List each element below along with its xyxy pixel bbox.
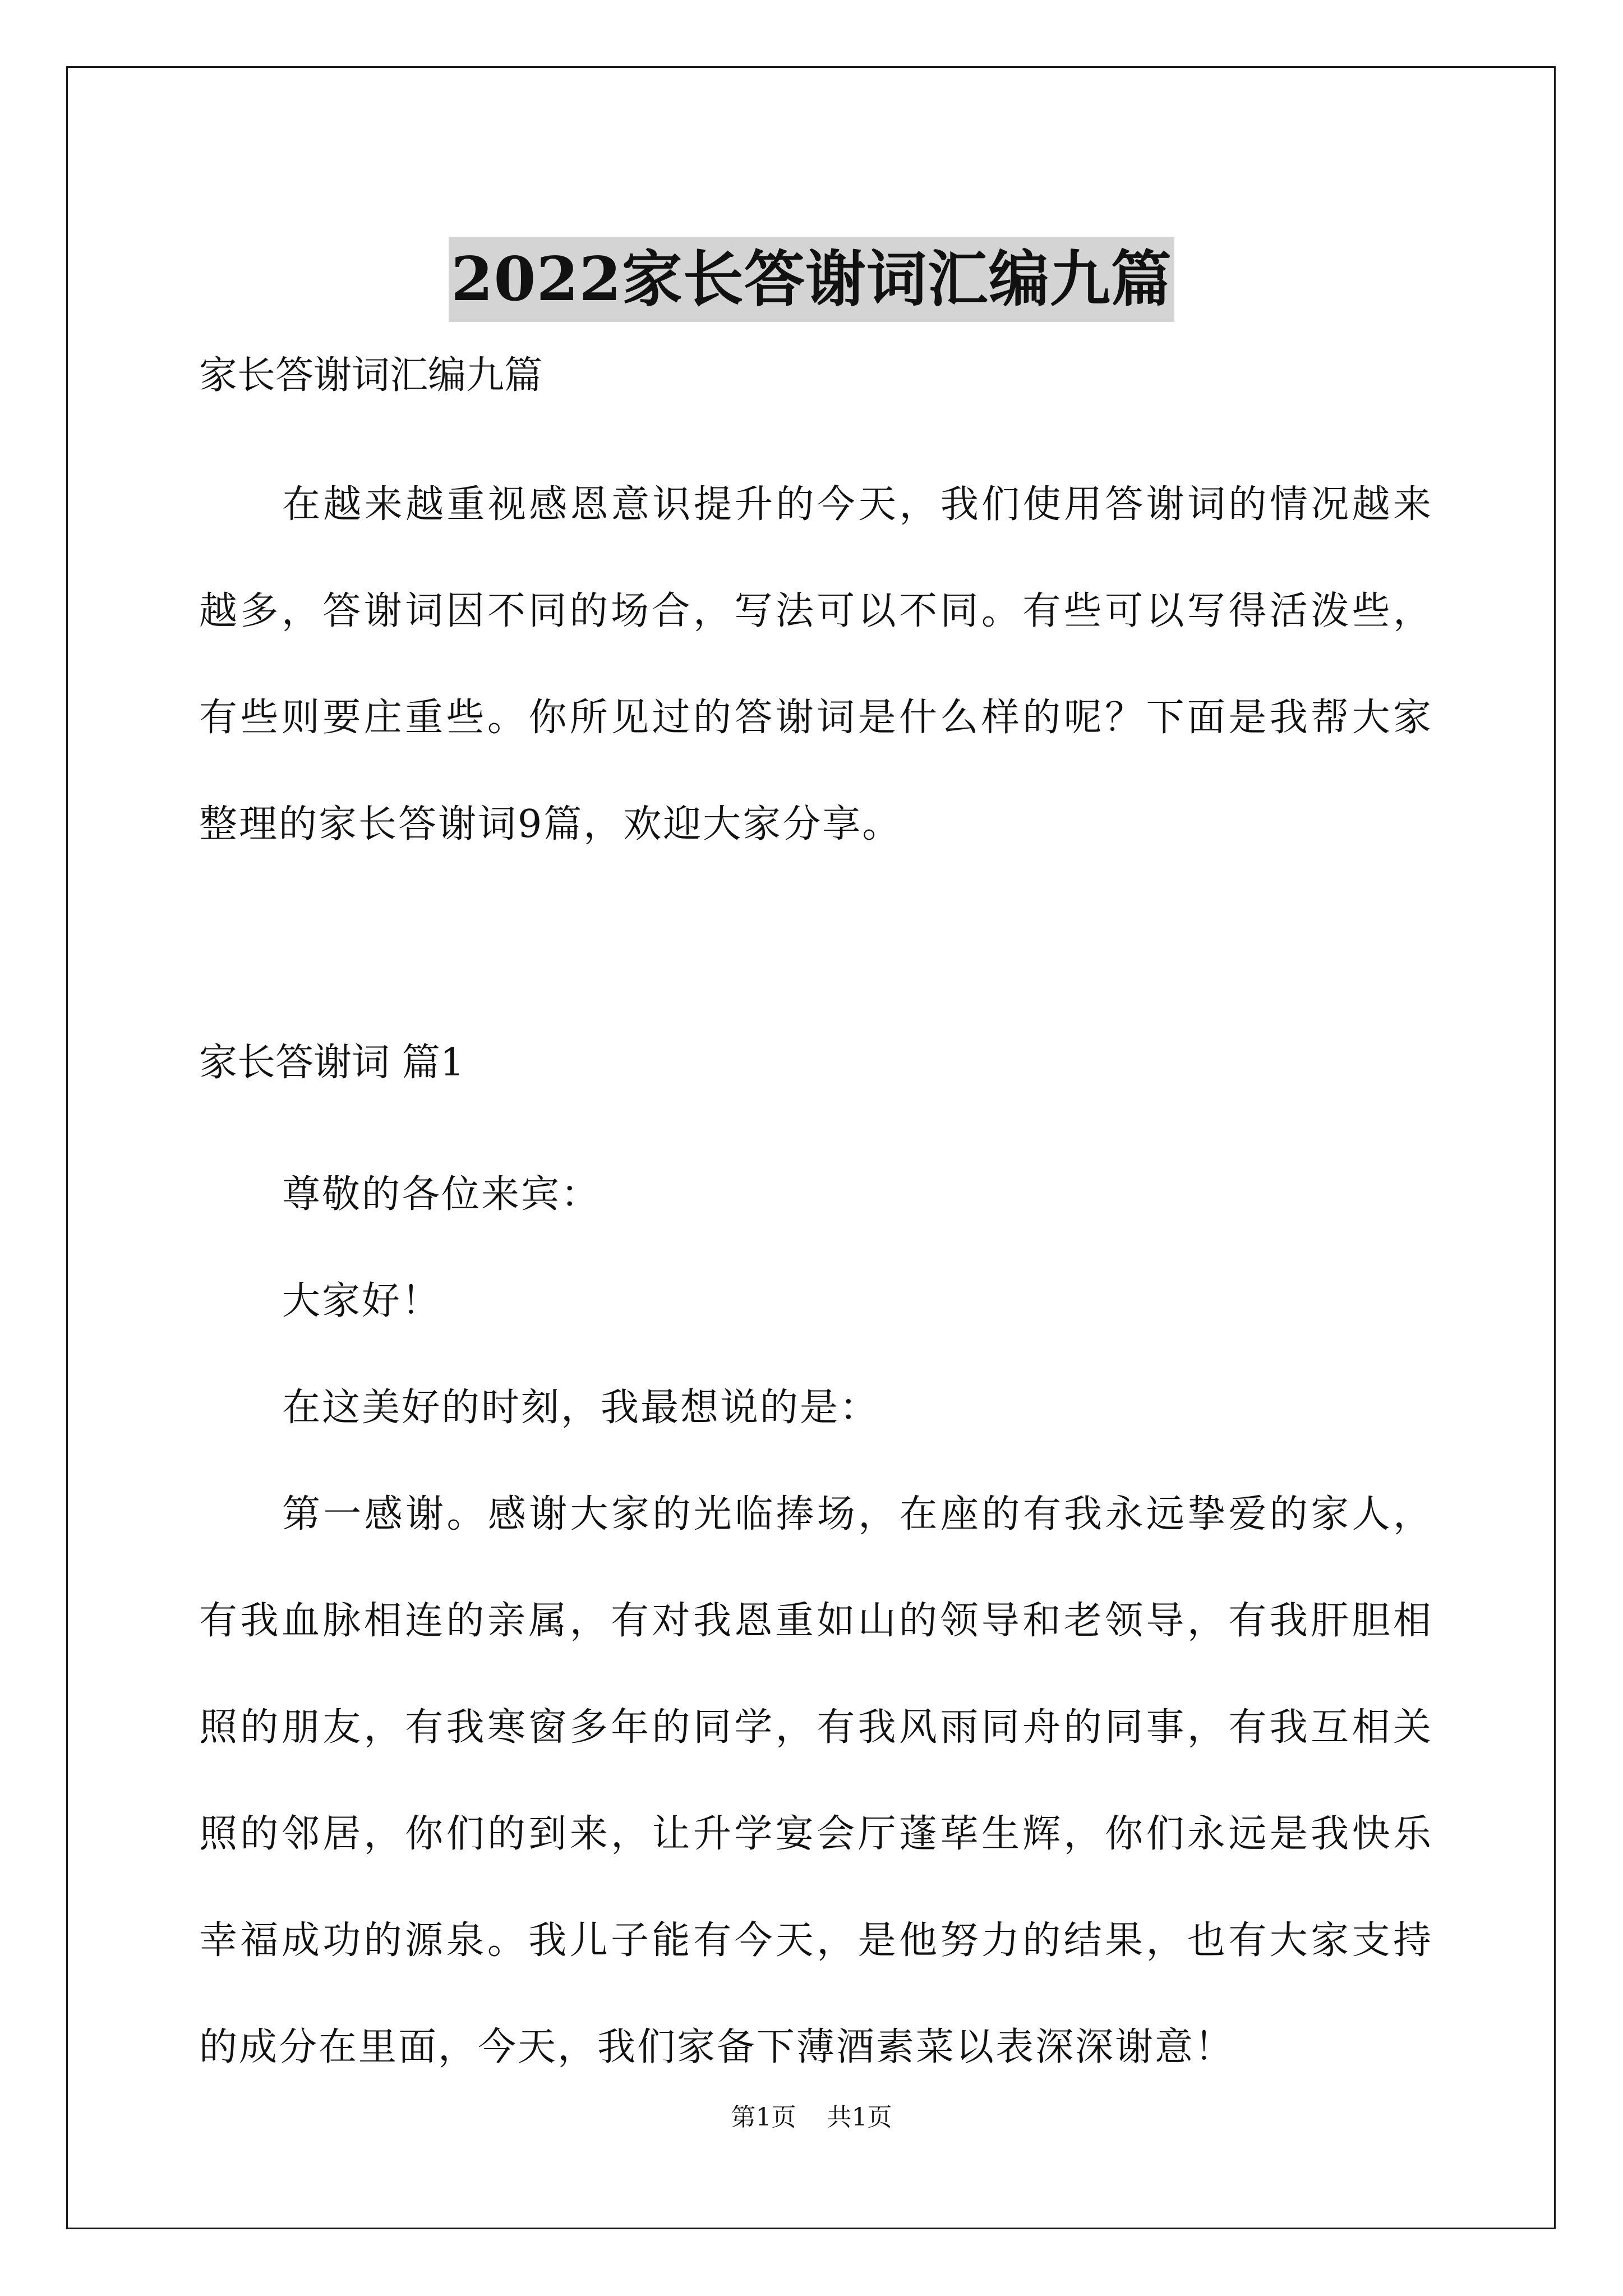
page-number: 第1页 <box>731 2103 796 2132</box>
document-title: 2022家长答谢词汇编九篇 <box>449 237 1174 322</box>
document-body <box>199 348 1433 2101</box>
document-subtitle: 家长答谢词汇编九篇 <box>199 353 543 398</box>
intro-paragraph: 在越来越重视感恩意识提升的今天，我们使用答谢词的情况越来越多，答谢词因不同的场合，写法可以不同。有些可以写得活泼些，有些则要庄重些。你所见过的答谢词是什么样的呢？下面是我帮大家整理的家长答谢词9篇，欢迎大家分享。 <box>199 482 1433 846</box>
page-total: 共1页 <box>827 2103 892 2132</box>
opening-paragraph: 在这美好的时刻，我最想说的是： <box>282 1386 880 1430</box>
greeting-paragraph: 大家好！ <box>282 1279 442 1323</box>
thanks-paragraph: 第一感谢。感谢大家的光临捧场，在座的有我永远挚爱的家人，有我血脉相连的亲属，有对我恩重如山的领导和老领导，有我肝胆相照的朋友，有我寒窗多年的同学，有我风雨同舟的同事，有我互相关照的邻居，你们的到来，让升学宴会厅蓬荜生辉，你们永远是我快乐幸福成功的源泉。我儿子能有今天，是他努力的结果，也有大家支持的成分在里面，今天，我们家备下薄酒素菜以表深深谢意！ <box>199 1492 1433 2069</box>
section-heading: 家长答谢词 篇1 <box>199 1041 464 1085</box>
title-container <box>0 196 1623 363</box>
page-footer <box>0 2101 1623 2134</box>
salutation-paragraph: 尊敬的各位来宾： <box>282 1172 601 1217</box>
